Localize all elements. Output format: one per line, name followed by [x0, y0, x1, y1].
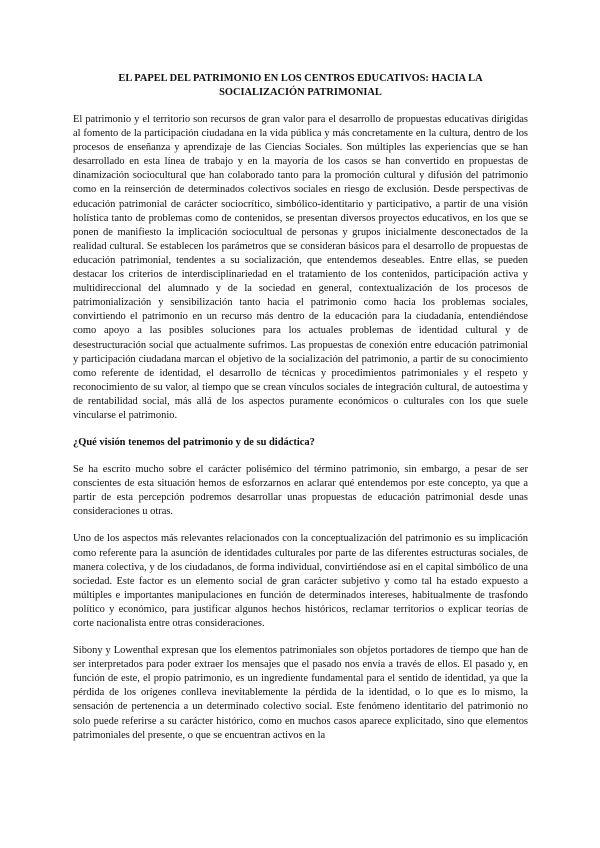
section-heading: ¿Qué visión tenemos del patrimonio y de su didáctica?	[73, 437, 315, 449]
paragraph-sibony-lowenthal: Sibony y Lowenthal expresan que los elementos patrimoniales son objetos portadores de tiempo que han de ser interpretados para poder extraer los mensajes que el pasado nos envía a través de ellos. El pasado y, en función de este, el propio patrimonio, es un ingrediente fundamental para el sentido de identidad, ya que la pérdida de los orígenes conlleva inevitablemente la pérdida de la identidad, o lo que es lo mismo, la sensación de pertenencia a un determinado colectivo social. Este fenómeno identitario del patrimonio no solo puede referirse a su carácter histórico, como en muchos casos aparece explicitado, sino que elementos patrimoniales del presente, o que se encuentran activos en la	[73, 645, 528, 741]
document-title	[73, 72, 528, 100]
title-line-1: EL PAPEL DEL PATRIMONIO EN LOS CENTROS EDUCATIVOS: HACIA LA	[118, 73, 483, 84]
paragraph-polisemico: Se ha escrito mucho sobre el carácter polisémico del término patrimonio, sin embargo, a pesar de ser conscientes de esta situación hemos de esforzarnos en aclarar qué entendemos por este concepto, ya que a partir de esta percepción podremos desarrollar unas propuestas de educación patrimonial desde unas consideraciones u otras.	[73, 464, 528, 518]
title-line-2: SOCIALIZACIÓN PATRIMONIAL	[219, 87, 382, 98]
paragraph-identidades: Uno de los aspectos más relevantes relacionados con la conceptualización del patrimonio es su implicación como referente para la asunción de identidades culturales por parte de las diferentes estructuras sociales, de manera colectiva, y de los ciudadanos, de forma individual, convirtiéndose así en el capital simbólico de una sociedad. Este factor es un elemento social de gran carácter subjetivo y como tal ha estado expuesto a múltiples e importantes manipulaciones en función de determinados intereses, habitualmente de trasfondo político y económico, para justificar algunos hechos históricos, reclamar territorios o explicar teorías de corte nacionalista entre otras consideraciones.	[73, 533, 528, 629]
paragraph-intro: El patrimonio y el territorio son recursos de gran valor para el desarrollo de propuestas educativas dirigidas al fomento de la participación ciudadana en la vida pública y más concretamente en la cultura, dentro de los procesos de enseñanza y aprendizaje de las Ciencias Sociales. Son múltiples las experiencias que se han desarrollado en esta línea de trabajo y en la mayoría de los casos se han convertido en propuestas de dinamización sociocultural que han colaborado tanto para la promoción cultural y difusión del patrimonio como en la reinserción de determinados colectivos sociales en riesgo de exclusión. Desde perspectivas de educación patrimonial de carácter sociocrítico, simbólico-identitario y participativo, a partir de una visión holística tanto de problemas como de contenidos, se presentan diversos proyectos educativos, en los que se ponen de manifiesto la implicación sociocultual de personas y grupos inicialmente desconectados de la realidad cultural. Se establecen los parámetros que se consideran básicos para el desarrollo de propuestas de educación patrimonial, tendentes a su socialización, que entendemos deseables. Entre ellas, se pueden destacar los criterios de interdisciplinariedad en el tratamiento de los contenidos, participación activa y multidireccional del alumnado y de la sociedad en general, contextualización de los procesos de patrimonialización y sensibilización tanto hacia el patrimonio como hacia los problemas sociales, convirtiendo el patrimonio en un recurso más dentro de la educación para la ciudadanía, entendiéndose como apoyo a las posibles soluciones para los actuales problemas de identidad cultural y de desestructuración social que actualmente sufrimos. Las propuestas de conexión entre educación patrimonial y participación ciudadana marcan el objetivo de la socialización del patrimonio, a partir de su conocimiento como referente de identidad, el desarrollo de técnicas y procedimientos patrimoniales y el respeto y reconocimiento de su valor, al tiempo que se crean vínculos sociales de integración cultural, de autoestima y de rentabilidad social, más allá de los aspectos puramente económicos o culturales con los que suele vincularse el patrimonio.	[73, 114, 528, 421]
